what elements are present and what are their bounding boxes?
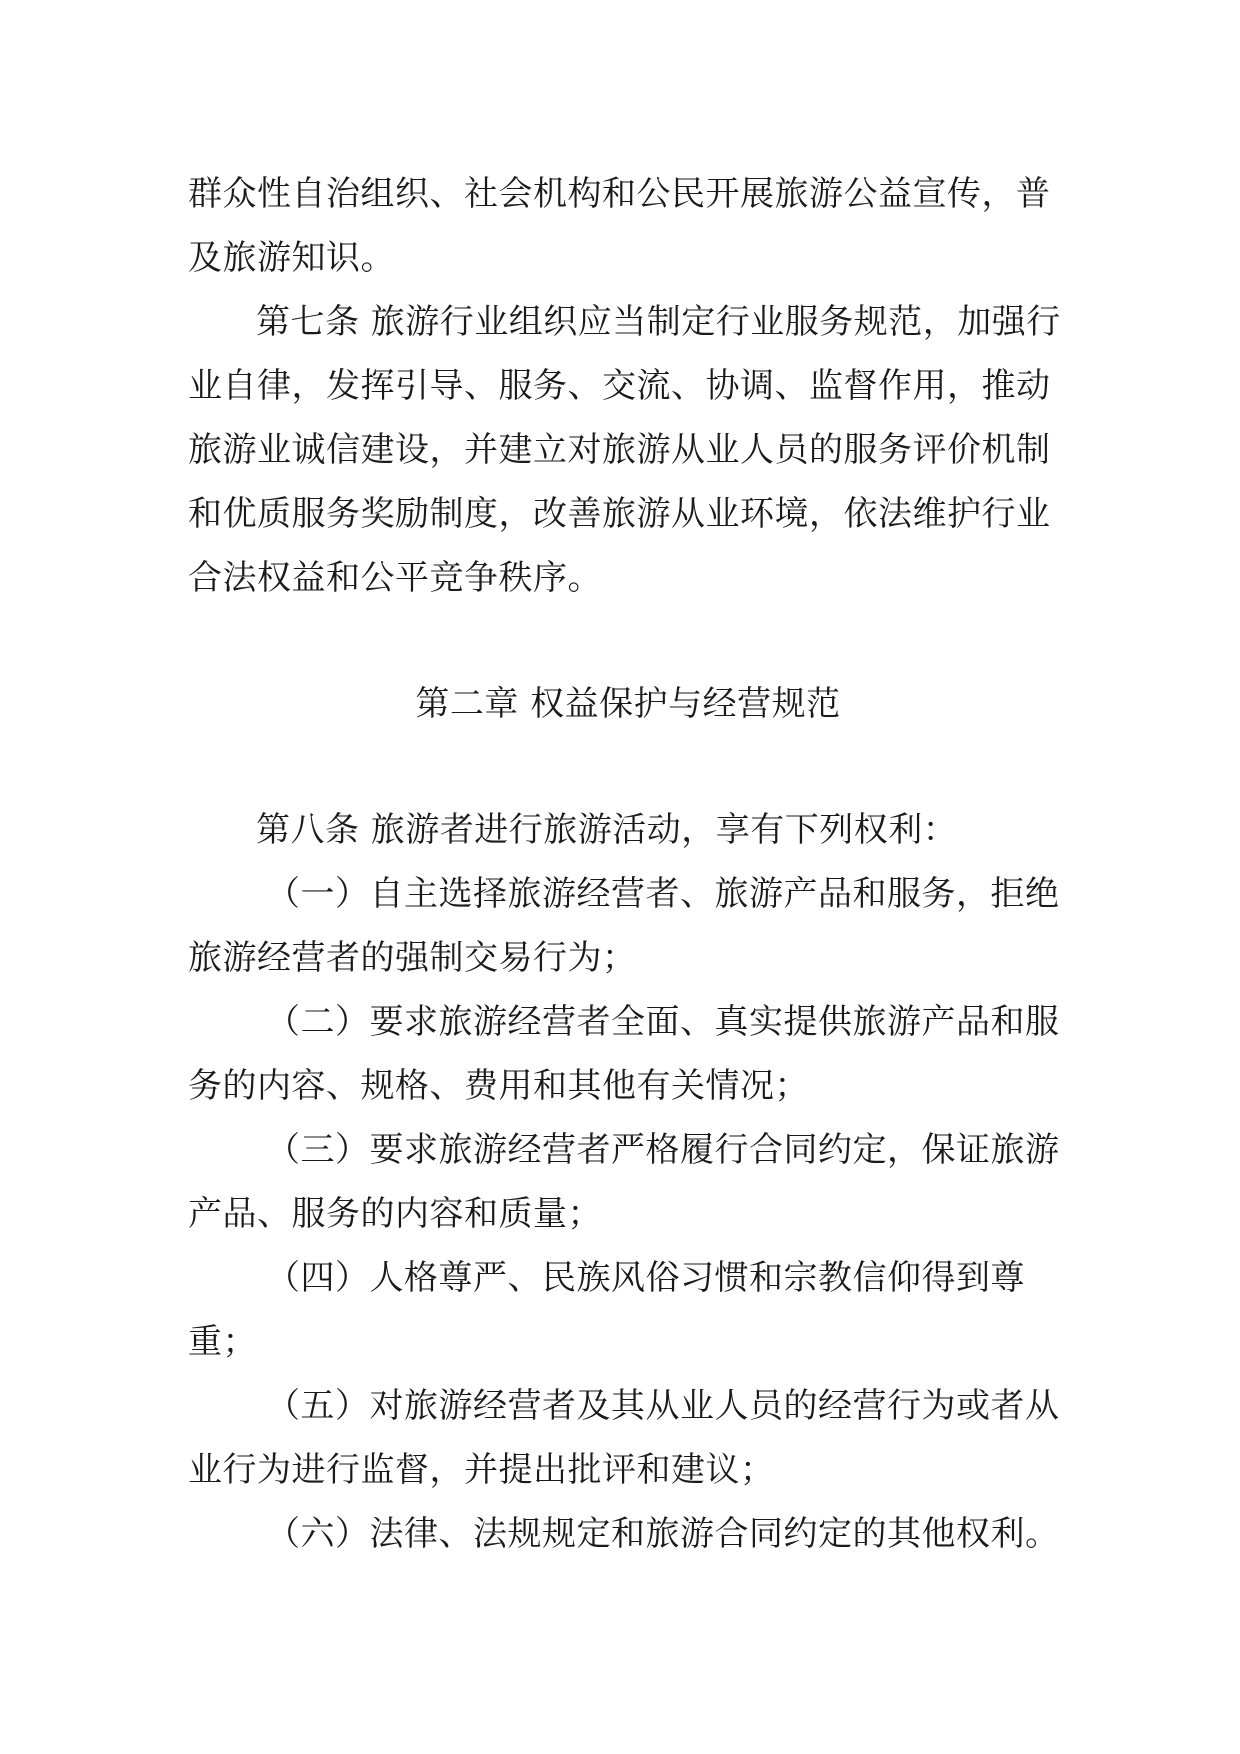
article-7-line: 和优质服务奖励制度，改善旅游从业环境，依法维护行业 — [188, 494, 1051, 534]
article-8-item-line: 重； — [188, 1322, 257, 1362]
article-7-line: 合法权益和公平竞争秩序。 — [188, 558, 602, 598]
article-8-item-line: （四）人格尊严、民族风俗习惯和宗教信仰得到尊 — [266, 1258, 1025, 1298]
article-8-item-line: （五）对旅游经营者及其从业人员的经营行为或者从 — [266, 1386, 1060, 1426]
article-8-item-line: 业行为进行监督，并提出批评和建议； — [188, 1450, 775, 1490]
article-8-item-line: 旅游经营者的强制交易行为； — [188, 938, 637, 978]
article-8-item-line: 务的内容、规格、费用和其他有关情况； — [188, 1066, 809, 1106]
article-8-item-line: 产品、服务的内容和质量； — [188, 1194, 602, 1234]
document-page — [188, 162, 1068, 1566]
chapter-title: 第二章 权益保护与经营规范 — [415, 684, 841, 724]
article-8-item-line: （三）要求旅游经营者严格履行合同约定，保证旅游 — [266, 1130, 1060, 1170]
article-8-intro: 第八条 旅游者进行旅游活动，享有下列权利： — [256, 810, 958, 850]
paragraph-line: 及旅游知识。 — [188, 238, 395, 278]
paragraph-line: 群众性自治组织、社会机构和公民开展旅游公益宣传，普 — [188, 174, 1051, 214]
article-8-item-line: （二）要求旅游经营者全面、真实提供旅游产品和服 — [266, 1002, 1060, 1042]
article-7-line: 旅游业诚信建设，并建立对旅游从业人员的服务评价机制 — [188, 430, 1051, 470]
article-7-line: 第七条 旅游行业组织应当制定行业服务规范，加强行 — [256, 302, 1061, 342]
article-8-item-line: （一）自主选择旅游经营者、旅游产品和服务，拒绝 — [266, 874, 1060, 914]
article-8-item-line: （六）法律、法规规定和旅游合同约定的其他权利。 — [266, 1514, 1060, 1554]
article-7-line: 业自律，发挥引导、服务、交流、协调、监督作用，推动 — [188, 366, 1051, 406]
